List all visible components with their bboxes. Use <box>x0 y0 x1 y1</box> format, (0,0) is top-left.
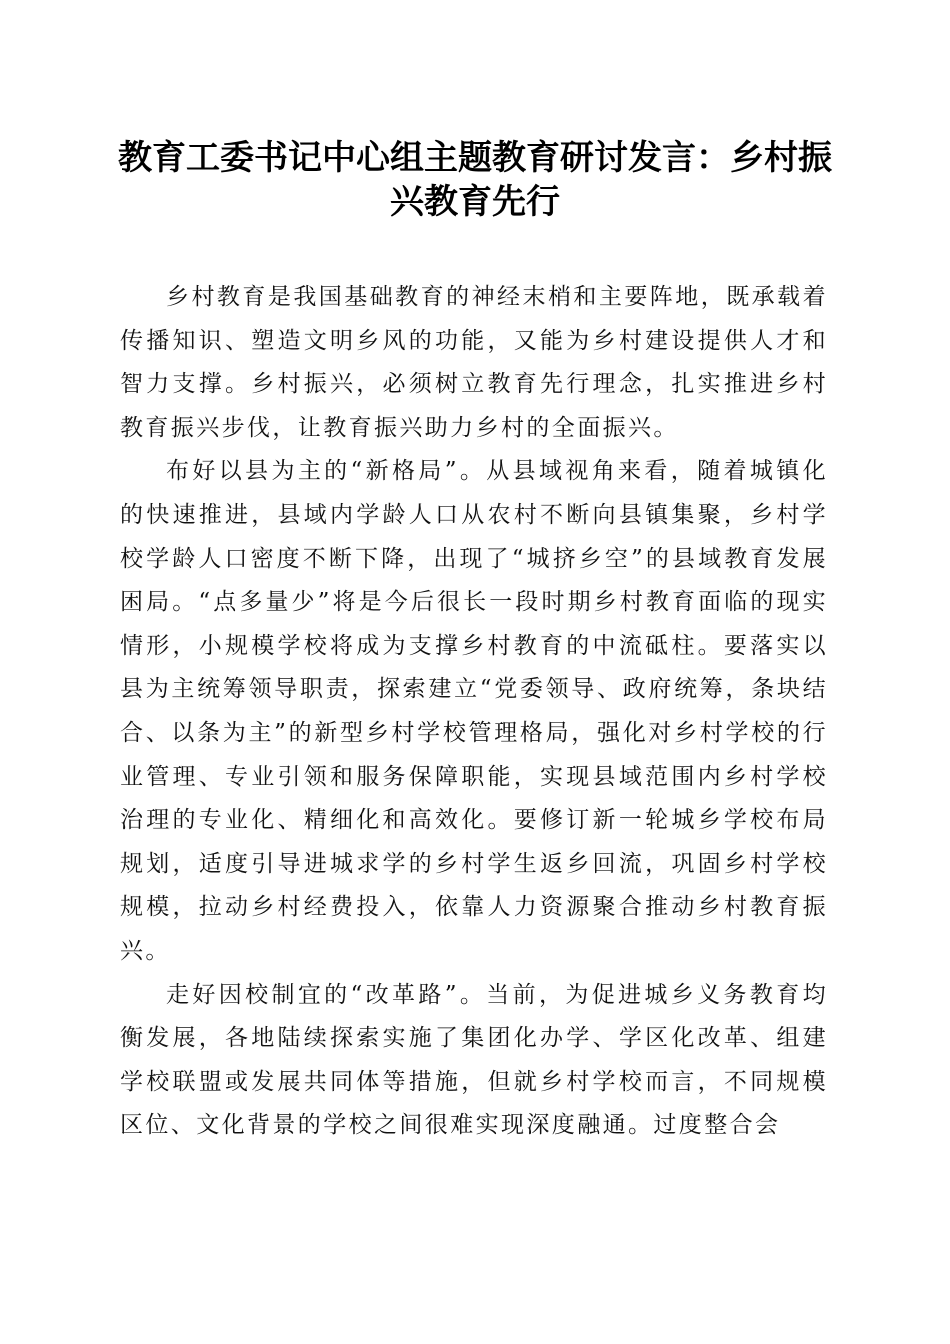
document-body <box>120 276 828 1148</box>
document-title: 教育工委书记中心组主题教育研讨发言：乡村振兴教育先行 <box>118 138 832 222</box>
paragraph-intro: 乡村教育是我国基础教育的神经末梢和主要阵地，既承载着传播知识、塑造文明乡风的功能，又能为乡村建设提供人才和智力支撑。乡村振兴，必须树立教育先行理念，扎实推进乡村教育振兴步伐，让教育振兴助力乡村的全面振兴。 <box>120 284 828 441</box>
paragraph-county-layout: 布好以县为主的“新格局”。从县域视角来看，随着城镇化的快速推进，县域内学龄人口从农村不断向县镇集聚，乡村学校学龄人口密度不断下降，出现了“城挤乡空”的县域教育发展困局。“点多量少”将是今后很长一段时期乡村教育面临的现实情形，小规模学校将成为支撑乡村教育的中流砥柱。要落实以县为主统筹领导职责，探索建立“党委领导、政府统筹，条块结合、以条为主”的新型乡村学校管理格局，强化对乡村学校的行业管理、专业引领和服务保障职能，实现县域范围内乡村学校治理的专业化、精细化和高效化。要修订新一轮城乡学校布局规划，适度引导进城求学的乡村学生返乡回流，巩固乡村学校规模，拉动乡村经费投入，依靠人力资源聚合推动乡村教育振兴。 <box>120 458 828 964</box>
paragraph-reform-path: 走好因校制宜的“改革路”。当前，为促进城乡义务教育均衡发展，各地陆续探索实施了集团化办学、学区化改革、组建学校联盟或发展共同体等措施，但就乡村学校而言，不同规模区位、文化背景的学校之间很难实现深度融通。过度整合会 <box>120 981 828 1139</box>
